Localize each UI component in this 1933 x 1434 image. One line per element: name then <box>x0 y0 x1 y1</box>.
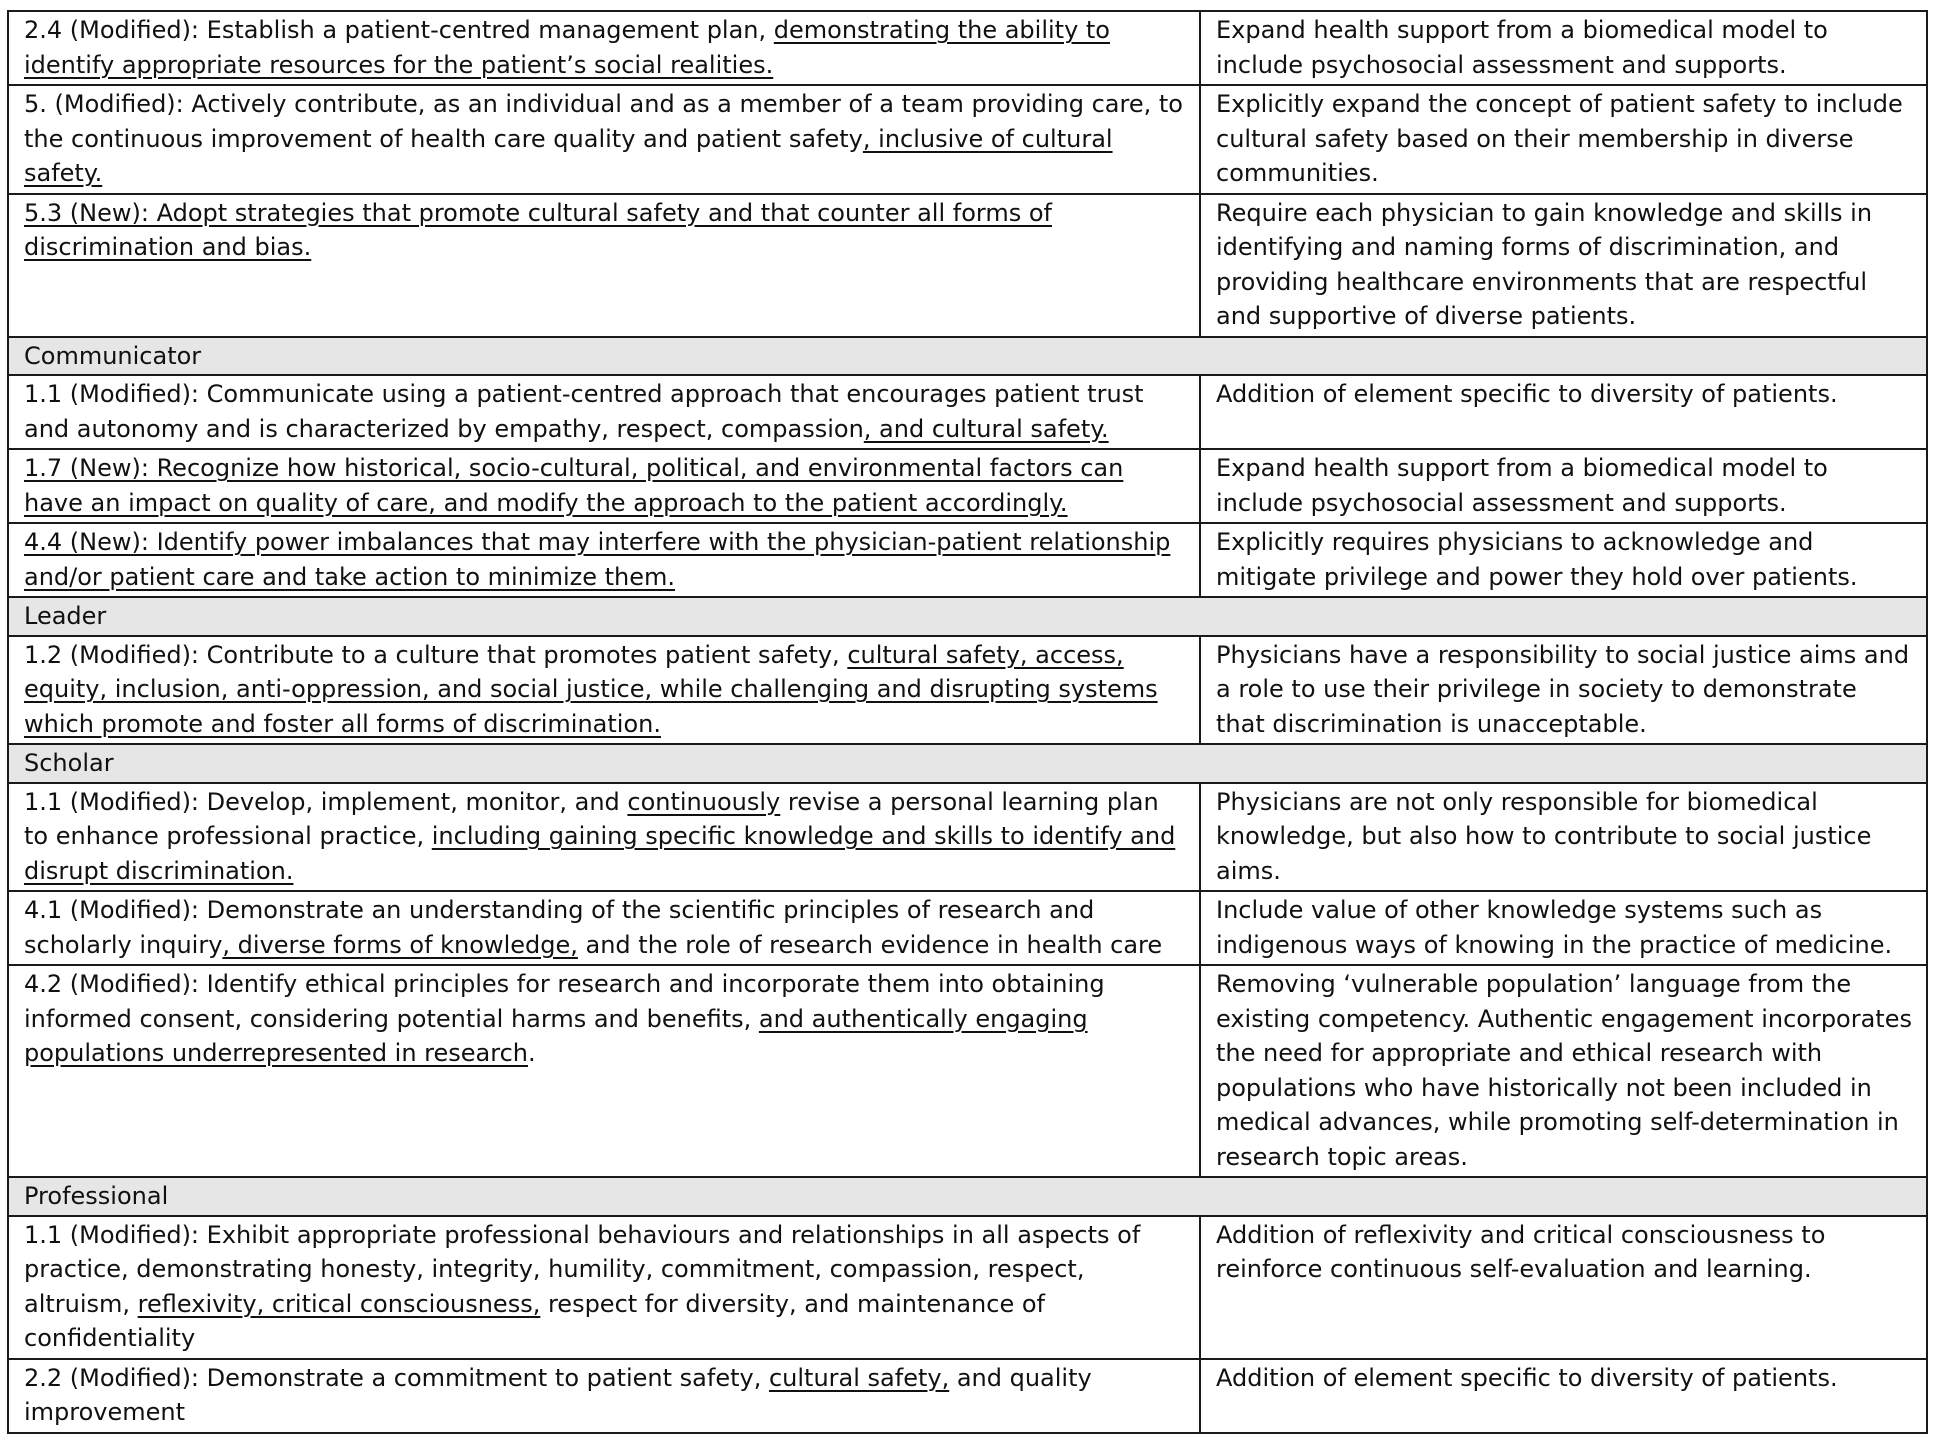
competency-text: 2.2 (Modified): Demonstrate a commitment to patient safety, <box>24 1363 769 1392</box>
competency-cell <box>8 783 1200 892</box>
table-row <box>8 965 1927 1177</box>
rationale-cell: Physicians are not only responsible for biomedical knowledge, but also how to contribute to social justice aims. <box>1200 783 1927 892</box>
rationale-cell: Removing ‘vulnerable population’ language from the existing competency. Authentic engagement incorporates the need for appropriate and ethical research with populations who have historically not been included in medical advances, while promoting self-determination in research topic areas. <box>1200 965 1927 1177</box>
document-page <box>7 10 1928 1434</box>
section-header: Leader <box>8 597 1927 636</box>
competency-cell <box>8 375 1200 449</box>
table-row <box>8 523 1927 597</box>
competency-text-underlined: 1.7 (New): Recognize how historical, socio-cultural, political, and environmental factors can have an impact on quality of care, and modify the approach to the patient accordingly. <box>24 454 1124 517</box>
competency-cell <box>8 636 1200 745</box>
section-header-row <box>8 337 1927 376</box>
competency-text-underlined: 4.4 (New): Identify power imbalances that may interfere with the physician-patient relationship and/or patient care and take action to minimize them. <box>24 528 1171 591</box>
competency-text-underlined: continuously <box>627 787 781 816</box>
rationale-cell: Require each physician to gain knowledge and skills in identifying and naming forms of discrimination, and providing healthcare environments that are respectful and supportive of diverse patients. <box>1200 194 1927 337</box>
competency-text: 1.1 (Modified): Communicate using a patient-centred approach that encourages patient trust and autonomy and is characterized by empathy, respect, compassion <box>24 380 1144 443</box>
competency-text-underlined: , diverse forms of knowledge, <box>222 930 578 959</box>
competency-text: 1.1 (Modified): Develop, implement, monitor, and <box>24 787 628 816</box>
rationale-cell: Physicians have a responsibility to social justice aims and a role to use their privilege in society to demonstrate that discrimination is unacceptable. <box>1200 636 1927 745</box>
competency-text: 2.4 (Modified): Establish a patient-centred management plan, <box>24 16 774 44</box>
rationale-cell: Addition of element specific to diversity of patients. <box>1200 375 1927 449</box>
competency-text: and quality improvement <box>24 1363 1092 1426</box>
competency-text: 4.1 (Modified): Demonstrate an understanding of the scientific principles of research and scholarly inquiry <box>24 896 1095 959</box>
section-header-row <box>8 1177 1927 1216</box>
competency-cell <box>8 891 1200 965</box>
section-header-row <box>8 597 1927 636</box>
table-row <box>8 375 1927 449</box>
table-row <box>8 1359 1927 1433</box>
competency-text-underlined: demonstrating the ability to identify appropriate resources for the patient’s social realities. <box>24 16 1110 79</box>
section-header: Scholar <box>8 744 1927 783</box>
competency-text: 4.2 (Modified): Identify ethical principles for research and incorporate them into obtaining informed consent, considering potential harms and benefits, <box>24 970 1105 1033</box>
section-header: Professional <box>8 1177 1927 1216</box>
competency-text-underlined: 5.3 (New): Adopt strategies that promote cultural safety and that counter all forms of discrimination and bias. <box>24 198 1052 261</box>
competency-cell <box>8 85 1200 194</box>
competency-text-underlined: , inclusive of cultural safety. <box>24 124 1113 187</box>
rationale-cell: Include value of other knowledge systems such as indigenous ways of knowing in the practice of medicine. <box>1200 891 1927 965</box>
competency-text-underlined: , and cultural safety. <box>863 414 1109 443</box>
rationale-cell: Addition of element specific to diversity of patients. <box>1200 1359 1927 1433</box>
competency-cell <box>8 1216 1200 1359</box>
competency-text: . <box>528 1039 536 1067</box>
rationale-cell: Addition of reflexivity and critical consciousness to reinforce continuous self-evaluation and learning. <box>1200 1216 1927 1359</box>
competency-text-underlined: cultural safety, access, equity, inclusion, anti-oppression, and social justice, while challenging and disrupting systems which promote and foster all forms of discrimination. <box>24 640 1158 738</box>
section-header: Communicator <box>8 337 1927 376</box>
competency-cell <box>8 1359 1200 1433</box>
section-header-row <box>8 744 1927 783</box>
table-row <box>8 85 1927 194</box>
competency-table <box>7 10 1928 1434</box>
competency-text: 5. (Modified): Actively contribute, as an individual and as a member of a team providing care, to the continuous improvement of health care quality and patient safety <box>24 90 1183 153</box>
table-row <box>8 636 1927 745</box>
competency-cell <box>8 194 1200 337</box>
competency-text-underlined: and authentically engaging populations underrepresented in research <box>24 1004 1088 1067</box>
competency-table-body <box>8 11 1927 1433</box>
competency-text-underlined: including gaining specific knowledge and skills to identify and disrupt discrimination. <box>24 822 1176 885</box>
table-row <box>8 449 1927 523</box>
competency-text: revise a personal learning plan to enhance professional practice, <box>24 787 1159 850</box>
competency-text-underlined: cultural safety, <box>768 1363 950 1392</box>
competency-cell <box>8 11 1200 85</box>
competency-text: 1.2 (Modified): Contribute to a culture that promotes patient safety, <box>24 640 848 669</box>
competency-cell <box>8 965 1200 1177</box>
competency-text: 1.1 (Modified): Exhibit appropriate professional behaviours and relationships in all aspects of practice, demonstrating honesty, integrity, humility, commitment, compassion, respect, altruism, <box>24 1220 1141 1318</box>
competency-cell <box>8 523 1200 597</box>
competency-text: and the role of research evidence in health care <box>577 930 1163 959</box>
table-row <box>8 194 1927 337</box>
competency-text: respect for diversity, and maintenance of confidentiality <box>24 1289 1045 1352</box>
table-row <box>8 783 1927 892</box>
rationale-cell: Expand health support from a biomedical model to include psychosocial assessment and supports. <box>1200 449 1927 523</box>
table-row <box>8 891 1927 965</box>
competency-cell <box>8 449 1200 523</box>
table-row <box>8 11 1927 85</box>
rationale-cell: Explicitly expand the concept of patient safety to include cultural safety based on their membership in diverse communities. <box>1200 85 1927 194</box>
table-row <box>8 1216 1927 1359</box>
rationale-cell: Expand health support from a biomedical model to include psychosocial assessment and supports. <box>1200 11 1927 85</box>
competency-text-underlined: reflexivity, critical consciousness, <box>137 1289 541 1318</box>
rationale-cell: Explicitly requires physicians to acknowledge and mitigate privilege and power they hold over patients. <box>1200 523 1927 597</box>
